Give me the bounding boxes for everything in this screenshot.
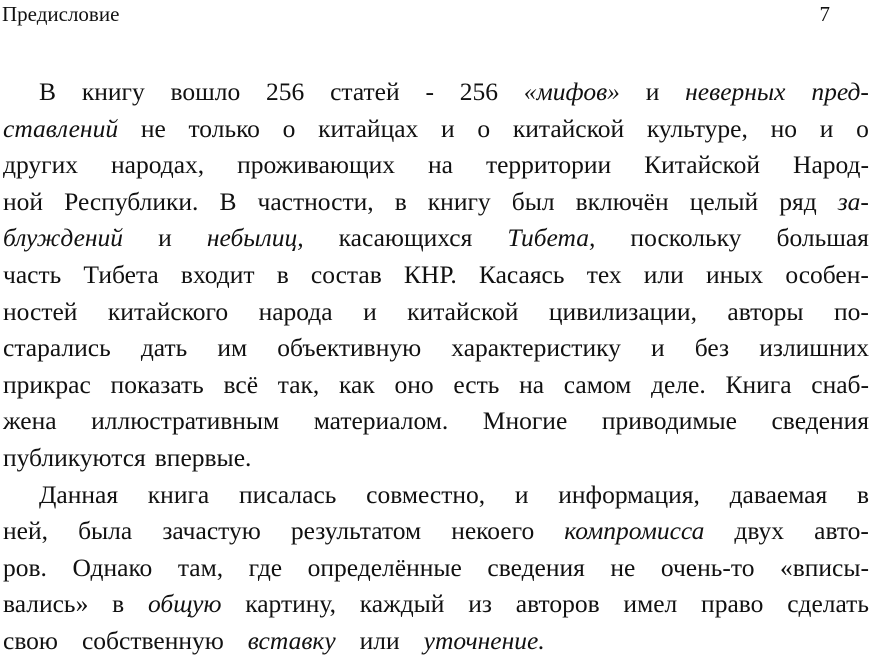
word: Народ- — [793, 150, 869, 180]
word: ряд — [779, 186, 817, 216]
word: и — [651, 333, 665, 363]
page-number: 7 — [819, 2, 830, 26]
word: сведения — [771, 406, 869, 436]
word: писалась — [238, 479, 337, 509]
word: в — [394, 186, 407, 216]
word: как — [339, 369, 375, 399]
word: проживающих — [237, 150, 396, 180]
word: сделать — [787, 589, 869, 619]
word: о — [856, 113, 869, 143]
word: и — [514, 479, 529, 509]
word: и — [363, 296, 377, 326]
word: есть — [453, 369, 500, 399]
word: не — [140, 113, 166, 143]
italic-word: пред- — [811, 77, 869, 106]
text-line — [3, 294, 869, 331]
word: право — [701, 589, 764, 619]
word: касающихся — [338, 223, 473, 253]
italic-word: вставку — [247, 625, 336, 655]
word: собственную — [81, 625, 224, 655]
word: цивилизации, — [548, 296, 697, 326]
word: ров. — [3, 552, 47, 582]
word: особен- — [785, 259, 869, 289]
word: двух — [734, 516, 785, 546]
text-line — [3, 440, 869, 477]
word: Однако — [72, 552, 153, 582]
word: на — [428, 150, 453, 180]
text-line — [3, 147, 869, 184]
word: иллюстративным — [91, 406, 280, 436]
word: иных — [705, 259, 764, 289]
word: излишних — [759, 333, 869, 363]
italic-word: общую — [147, 589, 222, 619]
word: зачастую — [162, 516, 261, 546]
italic-word: ставлений — [3, 113, 119, 143]
text-line — [3, 184, 869, 221]
word: книга — [147, 479, 210, 509]
word: о — [477, 113, 491, 143]
text-line — [3, 550, 869, 587]
italic-word: «мифов» — [523, 77, 620, 106]
word: или — [643, 259, 684, 289]
word: ней, — [3, 516, 48, 546]
word: всё — [223, 369, 259, 399]
word: часть — [3, 259, 62, 289]
word: 256 — [266, 77, 305, 106]
word: Касаясь — [478, 259, 565, 289]
word: народах, — [110, 150, 205, 180]
word: других — [3, 150, 78, 180]
word: китайцах — [318, 113, 419, 143]
italic-word: компромисса — [564, 516, 705, 546]
word: была — [78, 516, 133, 546]
text-line — [3, 330, 869, 367]
word: старались — [3, 333, 111, 363]
word: тех — [586, 259, 622, 289]
word: авторы — [727, 296, 804, 326]
word: поскольку — [630, 223, 742, 253]
text-line — [3, 403, 869, 440]
word: и — [441, 113, 455, 143]
word: о — [282, 113, 296, 143]
word: жена — [3, 406, 57, 436]
italic-word: Тибета, — [507, 223, 596, 253]
word: дать — [140, 333, 188, 363]
paragraph — [3, 74, 869, 477]
word: включён — [575, 186, 669, 216]
word: состав — [310, 259, 382, 289]
word: частности, — [257, 186, 374, 216]
word: вошло — [170, 77, 241, 106]
word: впервые. — [154, 442, 252, 472]
word: ностей — [3, 296, 78, 326]
word: авто- — [814, 516, 869, 546]
word: В — [39, 77, 57, 106]
paragraph — [3, 477, 869, 660]
word: сведения — [487, 552, 585, 582]
word: 256 — [459, 77, 498, 106]
text-line — [3, 477, 869, 514]
word: и — [819, 113, 834, 143]
word: по- — [834, 296, 869, 326]
word: Данная — [39, 479, 119, 509]
word: Республики. — [64, 186, 199, 216]
italic-word: небылиц, — [206, 223, 304, 253]
word: Книга — [725, 369, 792, 399]
word: характеристику — [451, 333, 621, 363]
word: деле. — [651, 369, 706, 399]
word: Многие — [482, 406, 568, 436]
word: ной — [3, 186, 44, 216]
word: приводимые — [601, 406, 737, 436]
word: прикрас — [3, 369, 91, 399]
word: из — [468, 589, 492, 619]
text-line — [3, 257, 869, 294]
word: и — [158, 223, 172, 253]
word: там, — [177, 552, 224, 582]
text-line — [3, 220, 869, 257]
text-line — [3, 367, 869, 404]
word: информация, — [558, 479, 700, 509]
word: только — [188, 113, 260, 143]
word: даваемая — [729, 479, 828, 509]
word: был — [511, 186, 555, 216]
word: В — [219, 186, 237, 216]
text-line — [3, 74, 869, 111]
word: некоего — [451, 516, 535, 546]
word: свою — [3, 625, 58, 655]
word: в — [856, 479, 869, 509]
word: каждый — [359, 589, 445, 619]
word: и — [645, 77, 660, 106]
word: территории — [485, 150, 612, 180]
word: им — [217, 333, 248, 363]
word: публикуются — [3, 442, 146, 472]
word: материалом. — [313, 406, 449, 436]
italic-word: за- — [837, 186, 869, 216]
italic-word: блуждений — [3, 223, 124, 253]
body-text — [3, 74, 869, 660]
word: книгу — [81, 77, 145, 106]
word: совместно, — [366, 479, 486, 509]
text-line — [3, 586, 869, 623]
word: китайского — [107, 296, 229, 326]
italic-word: неверных — [685, 77, 786, 106]
word: где — [248, 552, 283, 582]
word: снаб- — [811, 369, 869, 399]
word: или — [359, 625, 400, 655]
word: КНР. — [403, 259, 457, 289]
word: показать — [110, 369, 204, 399]
word: вались» — [3, 589, 89, 619]
text-line — [3, 513, 869, 550]
word: так, — [277, 369, 320, 399]
word: не — [610, 552, 636, 582]
running-title: Предисловие — [2, 2, 120, 26]
word: очень-то — [660, 552, 755, 582]
word: культуре, — [646, 113, 748, 143]
word: имел — [623, 589, 678, 619]
italic-word: уточнение. — [423, 625, 545, 655]
word: китайской — [407, 296, 519, 326]
word: оно — [394, 369, 434, 399]
word: самом — [563, 369, 632, 399]
page-header — [2, 2, 830, 26]
word: картину, — [245, 589, 336, 619]
word: Китайской — [644, 150, 761, 180]
word: в — [276, 259, 289, 289]
word: целый — [689, 186, 759, 216]
word: без — [694, 333, 730, 363]
word: Тибета — [83, 259, 159, 289]
word: результатом — [290, 516, 422, 546]
word: статей — [330, 77, 400, 106]
word: определённые — [307, 552, 462, 582]
word: в — [112, 589, 125, 619]
word: народа — [258, 296, 333, 326]
word: входит — [180, 259, 255, 289]
text-line — [3, 623, 869, 660]
word: большая — [776, 223, 869, 253]
word: авторов — [515, 589, 600, 619]
word: - — [425, 77, 434, 106]
word: книгу — [427, 186, 491, 216]
text-line — [3, 111, 869, 148]
word: китайской — [512, 113, 625, 143]
word: на — [519, 369, 545, 399]
word: объективную — [277, 333, 422, 363]
word: но — [770, 113, 797, 143]
word: «вписы- — [779, 552, 869, 582]
